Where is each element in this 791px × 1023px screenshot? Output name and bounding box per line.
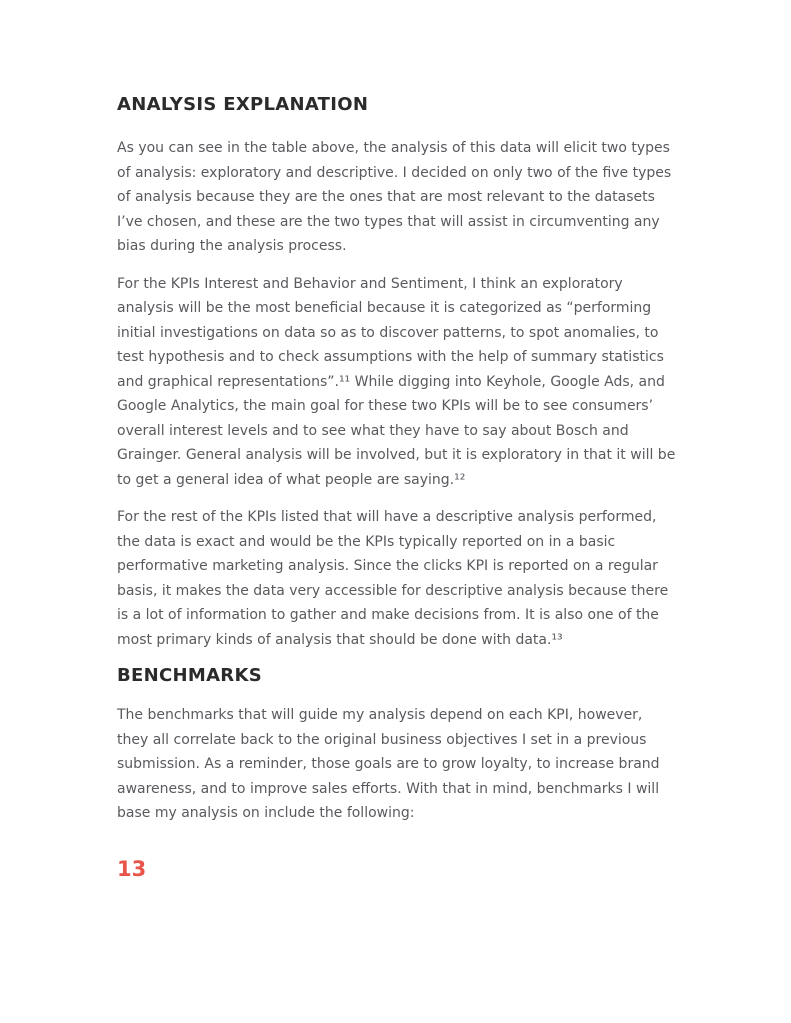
section-heading-analysis-explanation: ANALYSIS EXPLANATION [117, 94, 369, 115]
paragraph-exploratory-analysis: For the KPIs Interest and Behavior and Sentiment, I think an exploratory analysis will be the most beneficial because it is categorized as “performing initial investigations on data so as to discover patterns, to spot anomalies, to test hypothesis and to check assumptions with the help of summary statistics and graphical representations”.¹¹ While digging into Keyhole, Google Ads, and Google Analytics, the main goal for these two KPIs will be to see consumers’ overall interest levels and to see what they have to say about Bosch and Grainger. General analysis will be involved, but it is exploratory in that it will be to get a general idea of what people are saying.¹² [117, 275, 676, 488]
paragraph-analysis-intro: As you can see in the table above, the analysis of this data will elicit two types of analysis: exploratory and descriptive. I decided on only two of the five types of analysis because they are the ones that are most relevant to the datasets I’ve chosen, and these are the two types that will assist in circumventing any bias during the analysis process. [117, 140, 672, 254]
paragraph-benchmarks-intro: The benchmarks that will guide my analysis depend on each KPI, however, they all correlate back to the original business objectives I set in a previous submission. As a reminder, those goals are to grow loyalty, to increase brand awareness, and to improve sales efforts. With that in mind, benchmarks I will base my analysis on include the following: [117, 707, 660, 821]
paragraph-descriptive-analysis: For the rest of the KPIs listed that will have a descriptive analysis performed, the data is exact and would be the KPIs typically reported on in a basic performative marketing analysis. Since the clicks KPI is reported on a regular basis, it makes the data very accessible for descriptive analysis because there is a lot of information to gather and make decisions from. It is also one of the most primary kinds of analysis that should be done with data.¹³ [117, 509, 669, 648]
section-heading-benchmarks: BENCHMARKS [117, 665, 262, 686]
page-number: 13 [117, 856, 147, 881]
